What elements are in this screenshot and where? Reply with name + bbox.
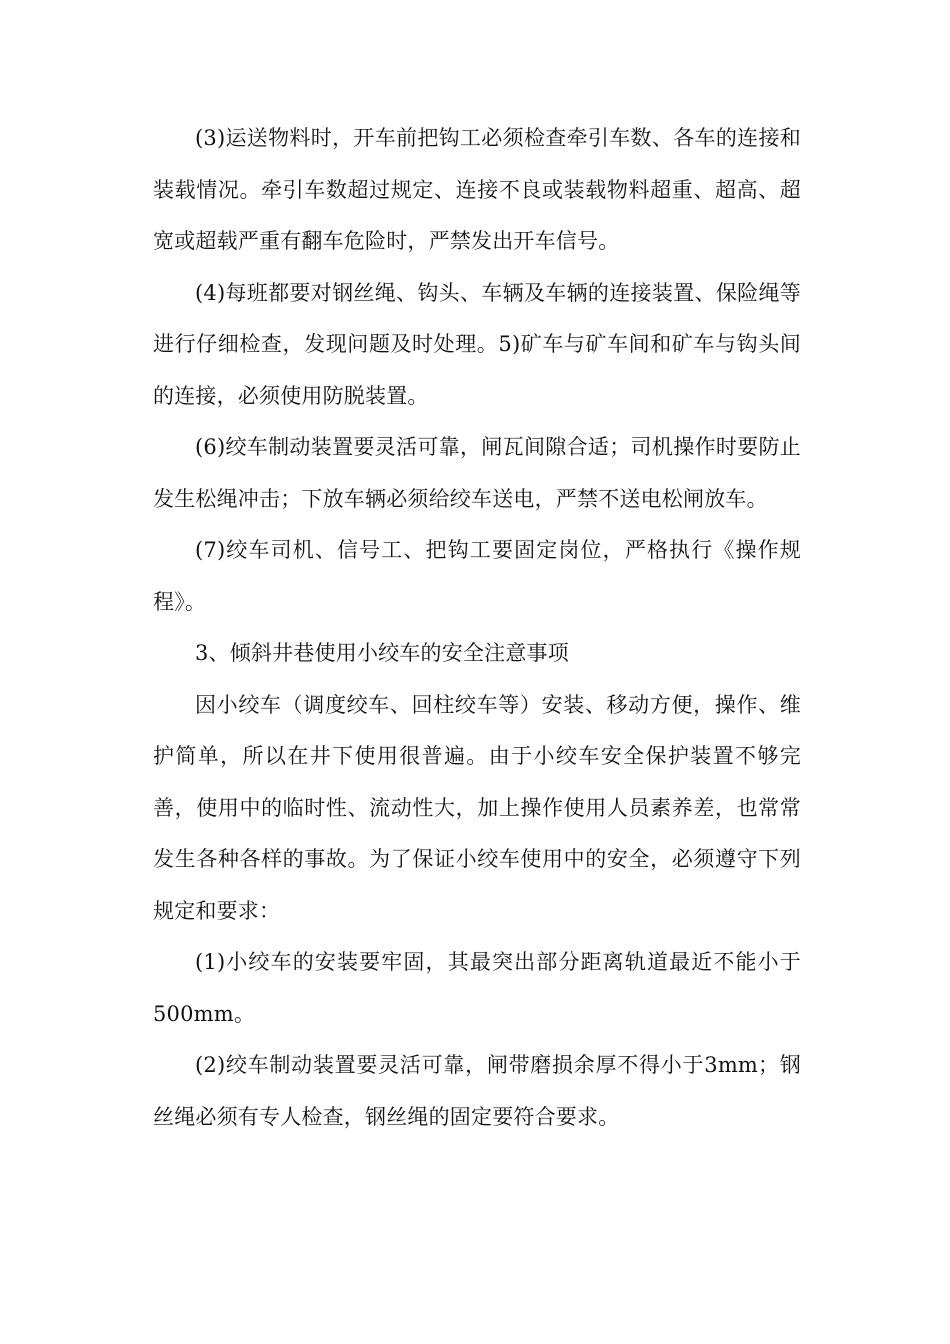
document-body [153, 113, 801, 1143]
paragraph-intro: 因小绞车（调度绞车、回柱绞车等）安装、移动方便，操作、维护简单，所以在井下使用很普遍。由于小绞车安全保护装置不够完善，使用中的临时性、流动性大，加上操作使用人员素养差，也常常发生各种各样的事故。为了保证小绞车使用中的安全，必须遵守下列规定和要求： [153, 692, 801, 923]
paragraph-item-4-5: (4)每班都要对钢丝绳、钩头、车辆及车辆的连接装置、保险绳等进行仔细检查，发现问题及时处理。5)矿车与矿车间和矿车与钩头间的连接，必须使用防脱装置。 [153, 280, 801, 408]
paragraph-item-7: (7)绞车司机、信号工、把钩工要固定岗位，严格执行《操作规程》。 [153, 538, 801, 614]
paragraph-item-1: (1)小绞车的安装要牢固，其最突出部分距离轨道最近不能小于500mm。 [153, 950, 801, 1026]
paragraph-item-2: (2)绞车制动装置要灵活可靠，闸带磨损余厚不得小于3mm；钢丝绳必须有专人检查，钢丝绳的固定要符合要求。 [153, 1053, 801, 1129]
paragraph-item-3: (3)运送物料时，开车前把钩工必须检查牵引车数、各车的连接和装载情况。牵引车数超过规定、连接不良或装载物料超重、超高、超宽或超载严重有翻车危险时，严禁发出开车信号。 [153, 126, 801, 253]
section-heading: 3、倾斜井巷使用小绞车的安全注意事项 [195, 641, 569, 665]
paragraph-item-6: (6)绞车制动装置要灵活可靠，闸瓦间隙合适；司机操作时要防止发生松绳冲击；下放车辆必须给绞车送电，严禁不送电松闸放车。 [153, 435, 801, 511]
